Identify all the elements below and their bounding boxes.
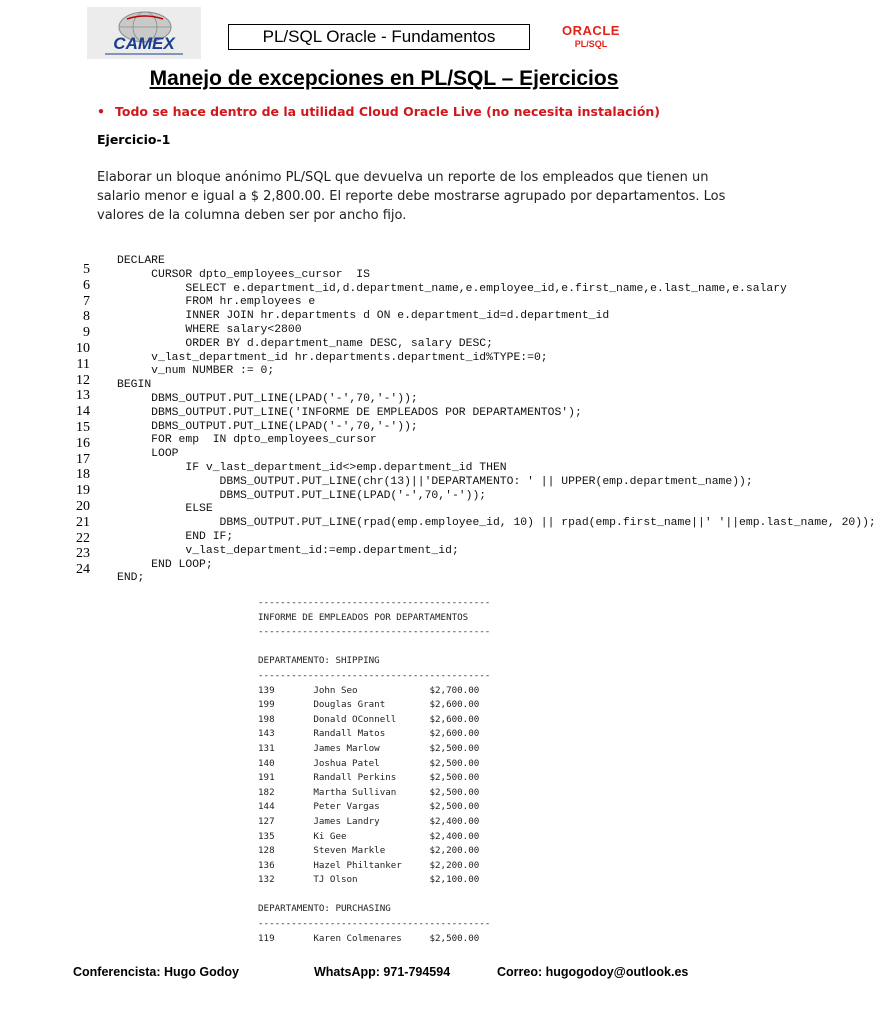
- output-line: INFORME DE EMPLEADOS POR DEPARTAMENTOS: [258, 611, 469, 623]
- code-line: DBMS_OUTPUT.PUT_LINE(rpad(emp.employee_id, 10) || rpad(emp.first_name||' '||emp.last_name, 20));: [117, 517, 876, 530]
- bullet-item: [97, 104, 660, 119]
- code-line: DBMS_OUTPUT.PUT_LINE(LPAD('-',70,'-'));: [117, 489, 487, 502]
- code-line-number: 22: [76, 530, 90, 546]
- code-line-number: 18: [76, 467, 90, 483]
- oracle-logo: [556, 24, 626, 54]
- code-line-number: 16: [76, 435, 90, 451]
- code-line-number: 6: [83, 277, 90, 293]
- code-line: ELSE: [117, 503, 213, 516]
- code-line-number: 23: [76, 546, 90, 562]
- footer-speaker: Conferencista: Hugo Godoy: [73, 965, 239, 979]
- code-line: DBMS_OUTPUT.PUT_LINE(LPAD('-',70,'-'));: [117, 420, 418, 433]
- code-line: END LOOP;: [117, 558, 213, 571]
- code-line-number: 21: [76, 514, 90, 530]
- code-line: DBMS_OUTPUT.PUT_LINE(LPAD('-',70,'-'));: [117, 392, 418, 405]
- code-line-number: 5: [83, 262, 90, 277]
- code-line: DBMS_OUTPUT.PUT_LINE(chr(13)||'DEPARTAMENTO: ' || UPPER(emp.department_name));: [117, 475, 753, 488]
- output-line: DEPARTAMENTO: SHIPPING: [258, 655, 380, 667]
- code-line: INNER JOIN hr.departments d ON e.department_id=d.department_id: [117, 310, 610, 323]
- bullet-text: Todo se hace dentro de la utilidad Cloud Oracle Live (no necesita instalación): [115, 104, 661, 119]
- page-title: Manejo de excepciones en PL/SQL – Ejercicios: [149, 67, 619, 90]
- exercise-heading: Ejercicio-1: [97, 132, 171, 147]
- output-line: 132 TJ Olson $2,100.00: [258, 874, 480, 886]
- code-line-number: 12: [76, 372, 90, 388]
- code-line-number: 10: [76, 340, 90, 356]
- code-line: v_last_department_id hr.departments.department_id%TYPE:=0;: [117, 351, 548, 364]
- description-line: Elaborar un bloque anónimo PL/SQL que devuelva un reporte de los empleados que tienen un: [97, 170, 709, 185]
- description-line: valores de la columna deben ser por ancho fijo.: [97, 208, 407, 223]
- footer-email: Correo: hugogodoy@outlook.es: [497, 965, 689, 979]
- code-line-number: 9: [83, 325, 90, 341]
- exercise-description: [97, 168, 726, 225]
- code-line-number: 14: [76, 404, 90, 420]
- output-line: 139 John Seo $2,700.00: [258, 684, 480, 696]
- code-line: v_num NUMBER := 0;: [117, 365, 275, 378]
- code-line: SELECT e.department_id,d.department_name,e.employee_id,e.first_name,e.last_name,e.salary: [117, 282, 787, 295]
- output-line: 198 Donald OConnell $2,600.00: [258, 713, 480, 725]
- code-line: ORDER BY d.department_name DESC, salary DESC;: [117, 337, 493, 350]
- code-line-number: 24: [76, 562, 90, 578]
- code-line: v_last_department_id:=emp.department_id;: [117, 544, 459, 557]
- code-line-number: 20: [76, 498, 90, 514]
- output-line: [258, 640, 528, 655]
- code-line: FROM hr.employees e: [117, 296, 316, 309]
- output-line: 128 Steven Markle $2,200.00: [258, 845, 480, 857]
- code-line: FOR emp IN dpto_employees_cursor: [117, 434, 377, 447]
- camex-globe-icon: [87, 7, 201, 59]
- oracle-logo-text: ORACLE: [562, 23, 620, 38]
- output-line: 131 James Marlow $2,500.00: [258, 742, 480, 754]
- code-line-number: 11: [76, 356, 90, 372]
- output-line: ------------------------------------------: [258, 597, 491, 608]
- code-line: WHERE salary<2800: [117, 323, 302, 336]
- output-line: ------------------------------------------: [258, 918, 491, 930]
- output-line: 119 Karen Colmenares $2,500.00: [258, 932, 480, 944]
- code-line-number: 8: [83, 309, 90, 325]
- code-line-number: 19: [76, 483, 90, 499]
- code-line-numbers: [60, 262, 90, 578]
- code-line-number: 17: [76, 451, 90, 467]
- code-line: BEGIN: [117, 379, 152, 392]
- output-block: [258, 596, 528, 946]
- footer-whatsapp: WhatsApp: 971-794594: [314, 965, 451, 979]
- output-line: 191 Randall Perkins $2,500.00: [258, 772, 480, 784]
- code-line: LOOP: [117, 448, 179, 461]
- description-line: salario menor e igual a $ 2,800.00. El reporte debe mostrarse agrupado por departamentos. Los: [97, 189, 726, 204]
- output-line: 135 Ki Gee $2,400.00: [258, 830, 480, 842]
- course-title: PL/SQL Oracle - Fundamentos: [262, 27, 496, 46]
- code-line: END IF;: [117, 530, 234, 543]
- output-line: 144 Peter Vargas $2,500.00: [258, 801, 480, 813]
- output-line: 136 Hazel Philtanker $2,200.00: [258, 859, 480, 871]
- code-line: CURSOR dpto_employees_cursor IS: [117, 268, 370, 281]
- output-line: ------------------------------------------: [258, 669, 491, 681]
- output-line: 199 Douglas Grant $2,600.00: [258, 699, 480, 711]
- output-line: [258, 888, 528, 903]
- output-line: ------------------------------------------: [258, 626, 491, 638]
- code-line-number: 13: [76, 388, 90, 404]
- oracle-logo-subtext: PL/SQL: [574, 39, 608, 49]
- camex-logo-text: CAMEX: [113, 34, 175, 53]
- output-line: DEPARTAMENTO: PURCHASING: [258, 903, 391, 915]
- code-line-number: 7: [83, 293, 90, 309]
- camex-logo: [87, 7, 201, 59]
- output-line: 140 Joshua Patel $2,500.00: [258, 757, 480, 769]
- code-line-number: 15: [76, 419, 90, 435]
- code-line: IF v_last_department_id<>emp.department_id THEN: [117, 461, 507, 474]
- code-line: DECLARE: [117, 255, 165, 267]
- output-line: 182 Martha Sullivan $2,500.00: [258, 786, 480, 798]
- code-line: END;: [117, 572, 145, 585]
- output-line: 127 James Landry $2,400.00: [258, 815, 480, 827]
- code-block: [117, 255, 876, 586]
- course-title-box: [228, 24, 530, 50]
- output-line: 143 Randall Matos $2,600.00: [258, 728, 480, 740]
- code-line: DBMS_OUTPUT.PUT_LINE('INFORME DE EMPLEADOS POR DEPARTAMENTOS');: [117, 406, 582, 419]
- bullet-icon: •: [97, 104, 105, 119]
